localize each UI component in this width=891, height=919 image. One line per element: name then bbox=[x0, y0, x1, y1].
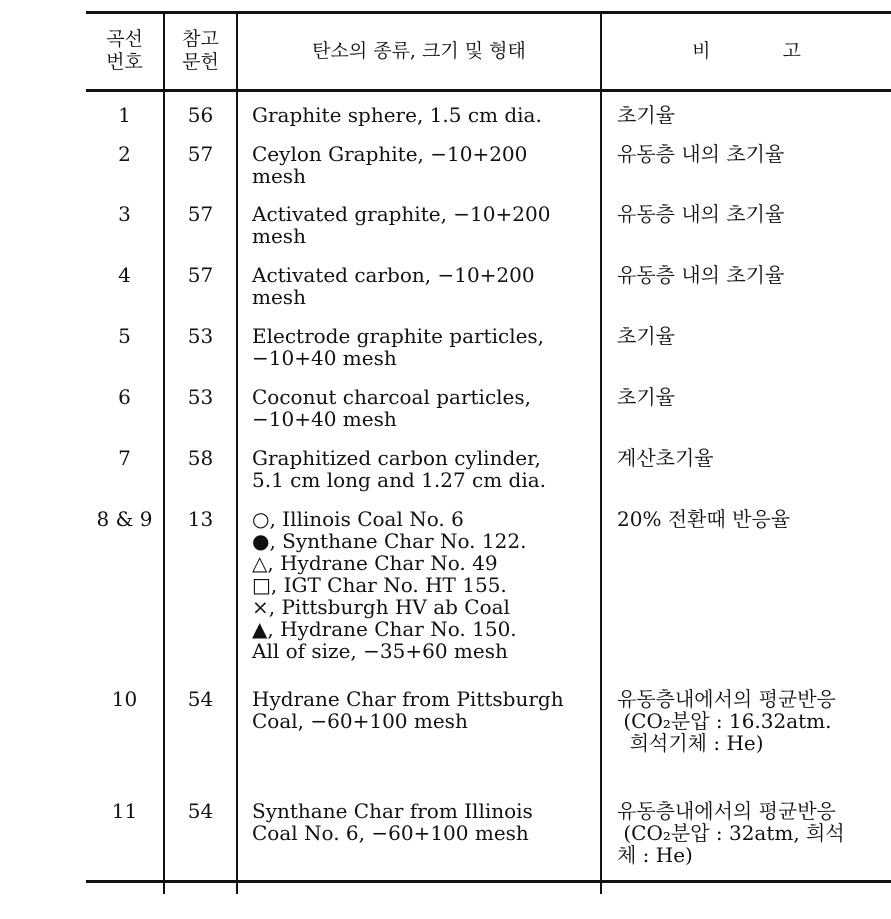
remarks-line: 20% 전환때 반응율 bbox=[617, 507, 791, 531]
reference-number: 53 bbox=[187, 385, 214, 409]
remarks-line: (CO₂분압 : 32atm, 희석 bbox=[617, 821, 845, 845]
reference-number: 13 bbox=[187, 507, 214, 531]
reference-number: 57 bbox=[187, 142, 214, 166]
remarks bbox=[617, 104, 675, 126]
description-line: 5.1 cm long and 1.27 cm dia. bbox=[252, 468, 547, 492]
curve-number: 10 bbox=[111, 687, 138, 711]
description-line: −10+40 mesh bbox=[252, 407, 397, 431]
description-line: −10+40 mesh bbox=[252, 346, 397, 370]
reference-number: 56 bbox=[187, 103, 214, 127]
curve-number: 2 bbox=[118, 142, 131, 166]
reference-number: 54 bbox=[187, 799, 214, 823]
remarks bbox=[617, 447, 714, 469]
remarks bbox=[617, 800, 845, 866]
header-text: 고 bbox=[782, 39, 801, 62]
curve-number: 4 bbox=[118, 263, 131, 287]
curve-number: 1 bbox=[118, 103, 131, 127]
description-line: Ceylon Graphite, −10+200 bbox=[252, 142, 528, 166]
carbon-description bbox=[252, 386, 531, 430]
remarks-line: 유동층 내의 초기율 bbox=[617, 202, 785, 226]
remarks bbox=[617, 264, 784, 286]
carbon-description bbox=[252, 104, 542, 126]
header-text: 번호 bbox=[106, 51, 143, 73]
remarks-line: 계산초기율 bbox=[617, 446, 714, 470]
curve-number: 11 bbox=[111, 799, 138, 823]
description-line: Electrode graphite particles, bbox=[252, 324, 545, 348]
carbon-description bbox=[252, 203, 550, 247]
header-text: 참고 bbox=[182, 28, 219, 50]
reference-number: 58 bbox=[187, 446, 214, 470]
description-line: mesh bbox=[252, 285, 306, 309]
description-line: Synthane Char from Illinois bbox=[252, 799, 533, 823]
description-line: Coconut charcoal particles, bbox=[252, 385, 532, 409]
description-line: Graphite sphere, 1.5 cm dia. bbox=[252, 103, 542, 127]
header-reference bbox=[165, 12, 236, 90]
remarks-line: 초기율 bbox=[617, 324, 675, 348]
header-curve-no bbox=[86, 12, 163, 90]
header-carbon-type bbox=[238, 12, 600, 90]
curve-number: 7 bbox=[118, 446, 131, 470]
remarks-line: 유동층내에서의 평균반응 bbox=[617, 799, 836, 823]
carbon-description bbox=[252, 264, 535, 308]
remarks-line: 희석기체 : He) bbox=[617, 731, 764, 755]
remarks-line: 초기율 bbox=[617, 385, 675, 409]
remarks bbox=[617, 143, 784, 165]
column-divider-2 bbox=[236, 14, 238, 894]
table-bottom-rule bbox=[86, 880, 891, 883]
header-text: 문헌 bbox=[182, 51, 219, 73]
description-line: ▲, Hydrane Char No. 150. bbox=[252, 617, 517, 641]
reference-number: 57 bbox=[187, 202, 214, 226]
description-line: Activated carbon, −10+200 bbox=[252, 263, 535, 287]
remarks-line: 초기율 bbox=[617, 103, 675, 127]
carbon-description bbox=[252, 508, 526, 662]
description-line: ○, Illinois Coal No. 6 bbox=[252, 507, 464, 531]
description-line: ×, Pittsburgh HV ab Coal bbox=[252, 595, 510, 619]
carbon-description bbox=[252, 325, 544, 369]
description-line: ●, Synthane Char No. 122. bbox=[252, 529, 527, 553]
description-line: Coal, −60+100 mesh bbox=[252, 709, 468, 733]
header-text: 비 bbox=[692, 39, 711, 62]
remarks-line: 유동층 내의 초기율 bbox=[617, 142, 785, 166]
carbon-description bbox=[252, 143, 527, 187]
description-line: mesh bbox=[252, 164, 306, 188]
header-remarks bbox=[602, 12, 891, 90]
description-line: △, Hydrane Char No. 49 bbox=[252, 551, 498, 575]
description-line: Graphitized carbon cylinder, bbox=[252, 446, 541, 470]
remarks-line: (CO₂분압 : 16.32atm. bbox=[617, 709, 832, 733]
remarks bbox=[617, 386, 675, 408]
carbon-description bbox=[252, 688, 564, 732]
remarks-line: 유동층 내의 초기율 bbox=[617, 263, 785, 287]
description-line: mesh bbox=[252, 224, 306, 248]
carbon-description bbox=[252, 800, 533, 844]
curve-number: 6 bbox=[118, 385, 131, 409]
remarks bbox=[617, 688, 836, 754]
description-line: All of size, −35+60 mesh bbox=[252, 639, 508, 663]
remarks-line: 유동층내에서의 평균반응 bbox=[617, 687, 836, 711]
description-line: Coal No. 6, −60+100 mesh bbox=[252, 821, 529, 845]
reference-number: 54 bbox=[187, 687, 214, 711]
column-divider-3 bbox=[600, 14, 602, 894]
remarks bbox=[617, 508, 790, 530]
carbon-description bbox=[252, 447, 546, 491]
header-text: 곡선 bbox=[106, 28, 143, 50]
header-text: 탄소의 종류, 크기 및 형태 bbox=[312, 39, 526, 62]
curve-number: 3 bbox=[118, 202, 131, 226]
remarks-line: 체 : He) bbox=[617, 843, 693, 867]
reference-number: 53 bbox=[187, 324, 214, 348]
remarks bbox=[617, 325, 675, 347]
curve-number: 8 & 9 bbox=[96, 507, 153, 531]
description-line: Activated graphite, −10+200 bbox=[252, 202, 551, 226]
description-line: □, IGT Char No. HT 155. bbox=[252, 573, 507, 597]
curve-number: 5 bbox=[118, 324, 131, 348]
reference-number: 57 bbox=[187, 263, 214, 287]
description-line: Hydrane Char from Pittsburgh bbox=[252, 687, 564, 711]
remarks bbox=[617, 203, 784, 225]
